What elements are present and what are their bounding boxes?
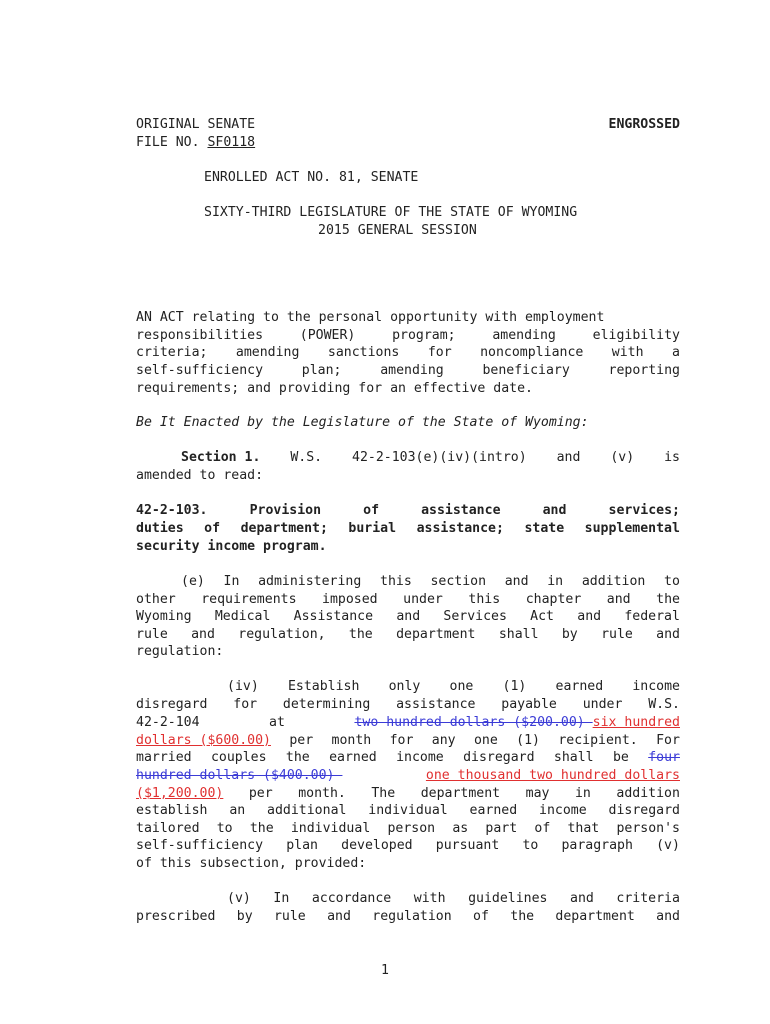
- word: (iv): [227, 679, 259, 694]
- word: Assistance: [293, 609, 374, 624]
- word: per: [248, 786, 273, 801]
- enacting-clause: Be It Enacted by the Legislature of the State of Wyoming:: [136, 415, 589, 430]
- word: in: [547, 574, 564, 589]
- word: disregard: [608, 803, 680, 818]
- original-senate-label: ORIGINAL SENATE: [136, 117, 256, 132]
- word: self-sufficiency: [136, 838, 264, 853]
- word: couples: [210, 750, 267, 765]
- word: and: [327, 909, 351, 924]
- word: one: [473, 733, 498, 748]
- word: plan: [286, 838, 318, 853]
- word: administering: [258, 574, 362, 589]
- word: per: [289, 733, 314, 748]
- word: assistance: [421, 503, 501, 518]
- word: amending: [492, 328, 556, 343]
- word: and: [191, 627, 215, 642]
- word: person's: [616, 821, 680, 836]
- para-iv-line-4: [136, 732, 680, 750]
- word: this: [380, 574, 412, 589]
- word: tailored: [136, 821, 200, 836]
- word: and: [577, 609, 602, 624]
- word: rule: [273, 909, 306, 924]
- word: one: [449, 679, 474, 694]
- word: earned: [329, 750, 377, 765]
- word: Services: [443, 609, 507, 624]
- deleted-amount-200: two hundred dollars ($200.00): [354, 715, 593, 730]
- word: by: [561, 627, 578, 642]
- word: of: [534, 821, 551, 836]
- word: earned: [555, 679, 604, 694]
- para-iv-line-6: [136, 767, 680, 785]
- word: by: [236, 909, 253, 924]
- word: with: [413, 891, 446, 906]
- word: requirements: [201, 592, 297, 607]
- word: Provision: [249, 503, 322, 518]
- word: supplemental: [584, 521, 680, 536]
- section-1-line-1: [181, 449, 680, 467]
- word: federal: [624, 609, 680, 624]
- file-no-label: FILE NO.: [136, 135, 208, 150]
- word: the: [510, 909, 535, 924]
- word: plan;: [301, 363, 342, 378]
- word: individual: [368, 803, 448, 818]
- word: any: [431, 733, 456, 748]
- word: is: [664, 450, 680, 465]
- word: (v): [610, 450, 635, 465]
- word: of: [473, 909, 489, 924]
- statute-ref: 42-2-104: [136, 715, 200, 730]
- act-title-line-5: requirements; and providing for an effective date.: [136, 381, 533, 396]
- statute-heading-line-3: security income program.: [136, 539, 327, 554]
- word: In: [273, 891, 290, 906]
- word: married: [136, 750, 192, 765]
- word: and: [396, 609, 421, 624]
- word: of: [363, 503, 380, 518]
- section-1-line-2: amended to read:: [136, 468, 264, 483]
- para-v-line-2: [136, 908, 680, 926]
- word: 42-2-103(e)(iv)(intro): [352, 450, 527, 465]
- word: department: [396, 627, 476, 642]
- para-iv-line-8: [136, 802, 680, 820]
- enrolled-act: ENROLLED ACT NO. 81, SENATE: [204, 170, 419, 185]
- word: earned: [469, 803, 518, 818]
- word: assistance: [396, 697, 476, 712]
- inserted-amount-1200-b: ($1,200.00): [136, 786, 224, 801]
- word: that: [567, 821, 600, 836]
- word: income: [539, 803, 587, 818]
- word: income: [396, 750, 444, 765]
- word: and: [504, 574, 529, 589]
- word: income: [632, 679, 680, 694]
- word: assistance;: [416, 521, 504, 536]
- word: this: [468, 592, 501, 607]
- word: eligibility: [592, 328, 680, 343]
- engrossed-label: ENGROSSED: [608, 117, 680, 132]
- word: responsibilities: [136, 328, 264, 343]
- word: additional: [267, 803, 347, 818]
- word: and: [656, 909, 680, 924]
- word: sanctions: [327, 345, 400, 360]
- word: duties: [136, 521, 184, 536]
- word: month: [331, 733, 372, 748]
- word: only: [388, 679, 421, 694]
- word: as: [452, 821, 469, 836]
- word: addition: [616, 786, 680, 801]
- word: Wyoming: [136, 609, 192, 624]
- word: beneficiary: [482, 363, 570, 378]
- word: amending: [380, 363, 444, 378]
- word: for: [389, 733, 414, 748]
- section-1-label: Section 1.: [181, 450, 261, 465]
- word: payable: [501, 697, 557, 712]
- word: of: [204, 521, 221, 536]
- word: noncompliance: [480, 345, 584, 360]
- word: for: [233, 697, 258, 712]
- act-title-line-1: [136, 309, 680, 327]
- word: other: [136, 592, 176, 607]
- word: (v): [227, 891, 251, 906]
- act-title-line-3: [136, 344, 680, 362]
- word: person: [387, 821, 436, 836]
- word: shall: [498, 627, 539, 642]
- word: be: [612, 750, 629, 765]
- word: In: [223, 574, 240, 589]
- page-number: 1: [381, 963, 389, 978]
- word-at: at: [269, 715, 285, 730]
- word: and: [656, 627, 680, 642]
- word: The: [371, 786, 396, 801]
- word: reporting: [608, 363, 680, 378]
- word: rule: [601, 627, 633, 642]
- word: (v): [656, 838, 680, 853]
- word: shall: [553, 750, 594, 765]
- word: department: [420, 786, 501, 801]
- act-title-line-2: [136, 327, 680, 345]
- word: month.: [298, 786, 346, 801]
- session-title: 2015 GENERAL SESSION: [318, 223, 477, 238]
- para-e-line-3: [136, 608, 680, 626]
- word: disregard: [463, 750, 535, 765]
- word: the: [348, 627, 373, 642]
- word: department;: [240, 521, 328, 536]
- para-e-line-4: [136, 626, 680, 644]
- word: chapter: [525, 592, 582, 607]
- para-iv-line-2: [136, 696, 680, 714]
- legislature-title: SIXTY-THIRD LEGISLATURE OF THE STATE OF WYOMING: [204, 205, 578, 220]
- word: under: [582, 697, 623, 712]
- word: determining: [282, 697, 371, 712]
- word: W.S.: [648, 697, 680, 712]
- act-title-line-4: [136, 362, 680, 380]
- word: under: [403, 592, 443, 607]
- word: establish: [136, 803, 208, 818]
- file-no-value: SF0118: [207, 135, 256, 150]
- deleted-amount-400: hundred dollars ($400.00): [136, 768, 343, 783]
- word: with: [611, 345, 644, 360]
- para-iv-line-5: [136, 749, 680, 767]
- word: the: [656, 592, 680, 607]
- word: rule: [136, 627, 168, 642]
- word: to: [664, 574, 680, 589]
- word: and: [570, 891, 594, 906]
- word: imposed: [322, 592, 378, 607]
- word: for: [427, 345, 452, 360]
- word: in: [574, 786, 591, 801]
- word: 42-2-103.: [136, 503, 208, 518]
- word: services;: [608, 503, 680, 518]
- word: individual: [290, 821, 371, 836]
- word: (POWER): [299, 328, 356, 343]
- statute-heading-line-1: [136, 502, 680, 520]
- word: guidelines: [468, 891, 548, 906]
- word: prescribed: [136, 909, 216, 924]
- para-v-line-1: [227, 890, 680, 908]
- word: regulation: [372, 909, 452, 924]
- word: W.S.: [290, 450, 323, 465]
- word: Act: [530, 609, 554, 624]
- word: burial: [348, 521, 397, 536]
- para-e-line-2: [136, 591, 680, 609]
- word: department: [555, 909, 635, 924]
- word: (1): [502, 679, 527, 694]
- word: disregard: [136, 697, 208, 712]
- inserted-amount-600-b: dollars ($600.00): [136, 733, 271, 748]
- word: an: [229, 803, 246, 818]
- word: section: [430, 574, 487, 589]
- word: and: [542, 503, 567, 518]
- word: to: [522, 838, 539, 853]
- word: accordance: [311, 891, 392, 906]
- word: addition: [581, 574, 646, 589]
- word: AN ACT relating to the personal opportunity with employment: [136, 310, 605, 325]
- word: criteria: [616, 891, 680, 906]
- word: state: [524, 521, 565, 536]
- file-number: [136, 134, 255, 152]
- word: part: [485, 821, 518, 836]
- word: regulation,: [238, 627, 326, 642]
- word: amending: [235, 345, 300, 360]
- word: pursuant: [435, 838, 500, 853]
- statute-heading-line-2: [136, 520, 680, 538]
- word: may: [525, 786, 550, 801]
- para-iv-line-1: [227, 678, 680, 696]
- word: (1): [516, 733, 540, 748]
- word: the: [285, 750, 310, 765]
- word: (e): [181, 574, 205, 589]
- para-iv-line-11: of this subsection, provided:: [136, 856, 367, 871]
- para-e-line-5: regulation:: [136, 644, 224, 659]
- word: the: [249, 821, 274, 836]
- word: to: [216, 821, 233, 836]
- inserted-amount-600-a: six hundred: [592, 715, 680, 730]
- para-iv-line-10: [136, 837, 680, 855]
- word: and: [606, 592, 631, 607]
- word: developed: [341, 838, 413, 853]
- word: self-sufficiency: [136, 363, 264, 378]
- para-iv-line-7: [136, 785, 680, 803]
- word: a: [672, 345, 680, 360]
- inserted-amount-1200-a: one thousand two hundred dollars: [425, 768, 680, 783]
- para-e-line-1: [181, 573, 680, 591]
- word: paragraph: [561, 838, 633, 853]
- para-iv-line-9: [136, 820, 680, 838]
- para-iv-line-3: [136, 714, 680, 732]
- word: program;: [392, 328, 456, 343]
- word: Medical: [214, 609, 271, 624]
- word: and: [556, 450, 581, 465]
- word: Establish: [287, 679, 360, 694]
- word: For: [656, 733, 680, 748]
- word: recipient.: [558, 733, 638, 748]
- word: criteria;: [136, 345, 208, 360]
- deleted-amount-four: four: [648, 750, 680, 765]
